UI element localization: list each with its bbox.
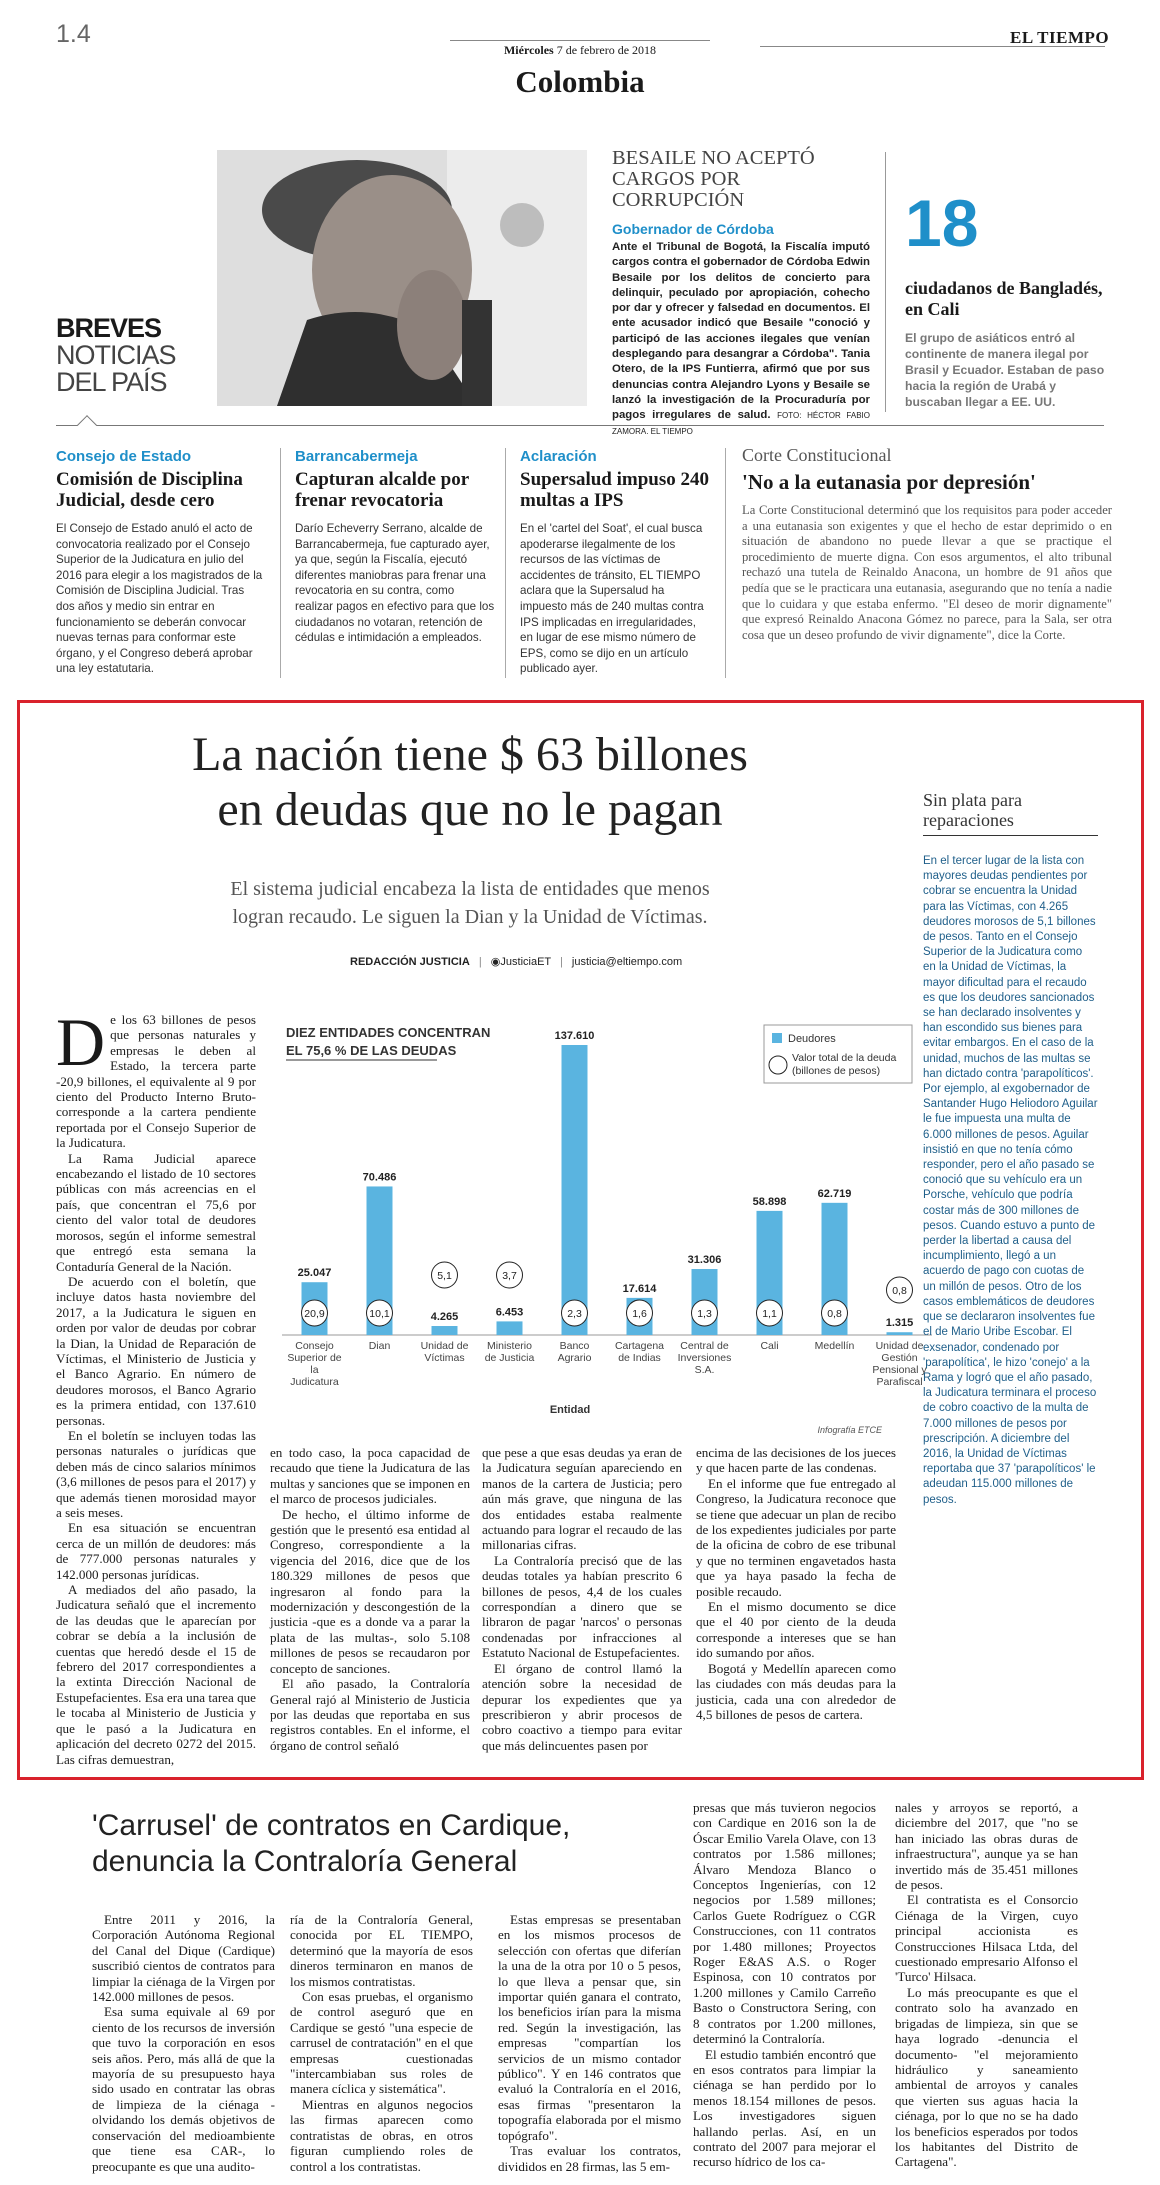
court-brief <box>742 445 1112 643</box>
portrait-illustration <box>217 150 587 406</box>
paragraph: Entre 2011 y 2016, la Corporación Autónoma Regional del Canal del Dique (Cardique) suscribió cientos de contratos para limpiar la ciénaga de la Virgen por 142.000 millones de pesos. <box>92 1912 275 2005</box>
paragraph: El año pasado, la Contraloría General rajó al Ministerio de Justicia por las deudas que reportaba en sus registros contables. En el informe, el órgano de control señaló <box>270 1676 470 1753</box>
byline-twitter[interactable]: JusticiaET <box>500 956 551 968</box>
category-label: Unidad de <box>875 1340 924 1352</box>
paragraph: presas que más tuvieron negocios con Cardique en 2016 son la de Óscar Emilio Varela Olave, con 13 contratos por 1.586 millones; Álvaro Mendoza Blanco o Conceptos Ingenierías, con 12 negocios por 1.589 millones; Carlos Guete Rodríguez o CGR Construcciones, con 11 contratos por 1.480 millones; Proyectos Roger E&AS A.S. o Roger Espinosa, con 10 contratos por 1.200 millones y Camilo Carreño Basto o Constructora Sering, con 8 contratos por 1.200 millones, determinó la Contraloría. <box>693 1800 876 2047</box>
column-rule <box>505 448 506 678</box>
legend-bar-swatch <box>772 1033 782 1043</box>
debt-circle-label: 10,1 <box>369 1308 390 1320</box>
paragraph: De hecho, el último informe de gestión que le presentó esa entidad al Congreso, correspondiente a la vigencia del 2016, dice que de los 180.329 millones de pesos que ingresaron al fondo para la modernización y descongestión de la justicia -que es a donde va a parar la plata de las multas-, solo 5.108 millones de pesos se recaudaron por concepto de sanciones. <box>270 1506 470 1676</box>
category-label: Consejo <box>295 1340 334 1352</box>
intro-text: e los 63 billones de pesos que personas naturales y empresas le deben al Estado, la tercera parte -20,9 billones, el equivalente al 9 por ciento del Producto Interno Bruto- corresponde a la cartera pendiente reportada por el Consejo Superior de la Judicatura. <box>56 1012 256 1151</box>
paragraph: encima de las decisiones de los jueces y que hacen parte de las condenas. <box>696 1445 896 1476</box>
category-label: Gestión <box>881 1352 918 1364</box>
sidebar <box>923 790 1098 1508</box>
paragraph: En esa situación se encuentran cerca de un millón de deudores: más de 777.000 personas naturales y 142.000 personas jurídicas. <box>56 1520 256 1582</box>
brief-body: En el 'cartel del Soat', el cual busca apoderarse ilegalmente de los recursos de las víctimas de accidentes de tránsito, EL TIEMPO aclara que la Supersalud ha impuesto más de 240 multas contra IPS implicadas en irregularidades, en lugar de ese mismo número de EPS, como se dijo en un artículo publicado ayer. <box>520 522 704 676</box>
category-label: de Indias <box>618 1352 661 1364</box>
bar-value-label: 17.614 <box>622 1282 657 1295</box>
paragraph: que pese a que esas deudas ya eran de la Judicatura seguían apareciendo en manos de la cartera de Justicia; pero aún más grave, que ninguna de las dos entidades estaba realmente actuando para lograr el recaudo de las millonarias cifras. <box>482 1445 682 1553</box>
bottom-headline-line1: 'Carrusel' de contratos en Cardique, <box>92 1809 571 1842</box>
category-label: Central de <box>680 1340 729 1352</box>
debt-circle-label: 0,8 <box>827 1308 842 1320</box>
category-label: Unidad de <box>420 1340 469 1352</box>
main-deck <box>110 875 830 931</box>
article-col-1 <box>56 1004 256 1767</box>
lead-photo <box>217 150 587 406</box>
paragraph: Mientras en algunos negocios las firmas aparecen como contratistas de obras, en otros figuran cumpliendo roles de control a los contratistas. <box>290 2096 473 2174</box>
brief-2 <box>295 448 495 646</box>
bottom-headline <box>92 1808 652 1880</box>
legend-circle-label-line2: (billones de pesos) <box>792 1065 881 1077</box>
legend-circle-label-line1: Valor total de la deuda <box>792 1052 897 1064</box>
paragraph: nales y arroyos se reportó, a diciembre del 2017, que "no se han iniciado las obras duras de infraestructura", aunque ya se han invertido más de 35.451 millones de pesos. <box>895 1800 1078 1893</box>
bar-value-label: 137.610 <box>554 1030 595 1042</box>
bar-value-label: 62.719 <box>817 1187 852 1200</box>
article-col-4 <box>696 1445 896 1722</box>
paragraph: Con esas pruebas, el organismo de control aseguró que en Cardique se gestó "una especie de carrusel de contratación" en el que empresas cuestionadas "intercambiaban sus roles de manera cíclica y sistemática". <box>290 1989 473 2097</box>
masthead: EL TIEMPO <box>1010 28 1110 47</box>
deck-line2: logran recaudo. Le siguen la Dian y la Unidad de Víctimas. <box>232 906 708 928</box>
stat-number: 18 <box>905 186 979 260</box>
main-headline <box>90 727 850 837</box>
category-label: Banco <box>559 1340 590 1352</box>
category-label: de Justicia <box>484 1352 535 1364</box>
breves-divider <box>56 425 1104 426</box>
brief-kicker: Barrancabermeja <box>295 448 418 465</box>
category-label: Agrario <box>557 1352 592 1364</box>
breves-title: BREVES <box>56 313 162 343</box>
main-headline-line1: La nación tiene $ 63 billones <box>192 728 748 781</box>
bottom-col-2 <box>290 1912 473 2174</box>
chart-title-line1: DIEZ ENTIDADES CONCENTRAN <box>286 1025 491 1040</box>
photo-credit: FOTO: HÉCTOR FABIO ZAMORA. EL TIEMPO <box>612 411 870 436</box>
brief-1 <box>56 448 266 677</box>
bar-value-label: 31.306 <box>687 1254 722 1267</box>
paragraph: De acuerdo con el boletín, que incluye datos hasta noviembre del 2017, a la Judicatura le siguen en orden por valor de deudas por cobrar la Dian, la Unidad de Reparación de Víctimas, el Ministerio de Justicia y el Banco Agrario. En número de deudores morosos, el Banco Agrario es la primera entidad, con 137.610 personas. <box>56 1273 256 1428</box>
paragraph: En el informe que fue entregado al Congreso, la Judicatura reconoce que se tiene que adecuar un plan de recibo de los expedientes judiciales por parte de la oficina de cobro de ese tribunal y que no terminen engavetados hasta que ya haya pasado la fecha de posible recaudo. <box>696 1475 896 1599</box>
debt-circle-label: 0,8 <box>892 1285 907 1297</box>
bar-value-label: 4.265 <box>430 1311 459 1324</box>
paragraph: En el boletín se incluyen todas las personas naturales o jurídicas que deben más de cinco salarios mínimos (3,6 millones de pesos para el 2017) y que además tienen morosidad mayor a seis meses. <box>56 1427 256 1520</box>
paragraph: Lo más preocupante es que el contrato solo ha avanzado en brigadas de limpieza, sin que se haya logrado -denuncia el documento- "el mejoramiento hidráulico y saneamiento ambiental de arroyos y canales que vierten sus aguas hacia la ciénaga, por lo que no se ha dado los beneficios esperados por todos los habitantes del Distrito de Cartagena". <box>895 1984 1078 2170</box>
drop-cap: D <box>56 1004 106 1080</box>
category-label: Cali <box>760 1340 779 1352</box>
category-label: la <box>310 1364 319 1376</box>
bottom-col-4 <box>693 1800 876 2170</box>
legend-circle-swatch <box>769 1056 787 1074</box>
main-headline-line2: en deudas que no le pagan <box>217 783 723 836</box>
bar-value-label: 70.486 <box>362 1171 397 1184</box>
column-rule <box>280 448 281 678</box>
brief-title: Comisión de Disciplina Judicial, desde cero <box>56 469 243 511</box>
lead-body-text: Ante el Tribunal de Bogotá, la Fiscalía imputó cargos contra el gobernador de Córdoba Edwin Besaile por los delitos de concierto para delinquir, peculado por apropiación, cohecho por dar y ofrecer y falsedad en documentos. El ente acusador indicó que Besaile "conoció y participó de las acciones ilegales que venían desplegando para desangrar a Córdoba". Tania Otero, de la IPS Funtierra, afirmó que por sus denuncias contra Alejandro Lyons y Besaile se lanzó la investigación de la Procuraduría por pagos irregulares de salud. <box>612 241 870 422</box>
debt-circle-label: 2,3 <box>567 1308 582 1320</box>
bar-value-label: 1.315 <box>885 1317 914 1330</box>
bar-value-label: 58.898 <box>752 1195 787 1208</box>
column-rule <box>725 448 726 678</box>
bottom-col-1 <box>92 1912 275 2174</box>
chart-area <box>270 1015 927 1440</box>
chart-title-line2: EL 75,6 % DE LAS DEUDAS <box>286 1043 457 1058</box>
debt-circle-label: 20,9 <box>304 1308 325 1320</box>
chart-bar <box>497 1321 523 1335</box>
lead-body <box>612 240 870 439</box>
breves-subtitle-2: DEL PAÍS <box>56 367 167 397</box>
x-axis-title: Entidad <box>549 1404 591 1416</box>
brief-kicker: Aclaración <box>520 448 597 465</box>
date-day: Miércoles <box>503 43 554 57</box>
category-label: Dian <box>368 1340 391 1352</box>
debt-circle-label: 1,3 <box>697 1308 712 1320</box>
date-line <box>450 40 710 58</box>
brief-body: Darío Echeverry Serrano, alcalde de Barrancabermeja, fue capturado ayer, ya que, según la Fiscalía, ejecutó diferentes maniobras para frenar una revocatoria en su contra, como realizar pagos en efectivo para que los ciudadanos no votaran, retención de cédulas e intimidación a empleados. <box>295 522 495 645</box>
debt-circle-label: 1,1 <box>762 1308 777 1320</box>
paragraph: La Rama Judicial aparece encabezando el listado de 10 sectores públicas con más acreencias en el país, que concentran el 75,6 por ciento del valor total de deudores morosos, según el informe semestral que entregó esta semana la Contaduría General de la Nación. <box>56 1150 256 1274</box>
brief-title: Supersalud impuso 240 multas a IPS <box>520 469 710 511</box>
court-body: La Corte Constitucional determinó que los requisitos para poder acceder a una eutanasia son exigentes y que el hecho de estar deprimido o en situación de abandono no puede llevar a que se practique el procedimiento de muerte digna. Con esos argumentos, el alto tribunal rechazó una tutela de Reinaldo Anacona, un hombre de 91 años que pedía que se le practicara una eutanasia, asegurando que no tenía a nadie que lo cuidara y que estaba enfermo. "El deseo de morir dignamente" que expresó Reinaldo Anacona Gómez no parece, para la Sala, ser otra cosa que un deseo profundo de vivir dignamente", dice la Corte. <box>742 503 1112 642</box>
category-label: Víctimas <box>424 1352 465 1364</box>
page-number: 1.4 <box>56 20 91 48</box>
category-label: Cartagena <box>614 1340 665 1352</box>
header-rule <box>760 46 1105 47</box>
legend-bar-label: Deudores <box>788 1033 836 1045</box>
vertical-rule <box>885 152 886 412</box>
category-label: S.A. <box>694 1364 715 1376</box>
paragraph: Estas empresas se presentaban en los mismos procesos de selección con ofertas que diferían la una de la otra por 10 o 5 pesos, lo que lleva a pensar que, sin importar quién ganara el contrato, los beneficios irían para la misma red. Según la investigación, las empresas "compartían los servicios de un mismo contador público". Y en 146 contratos que evaluó la Contraloría en el 2016, esas firmas "presentaron la topografía elaborada por el mismo topógrafo". <box>498 1912 681 2143</box>
paragraph: El órgano de control llamó la atención sobre la necesidad de depurar los expedientes que ya prescribieron y abrir procesos de cobro coactivo a tiempo para evitar que más delincuentes pasen por <box>482 1660 682 1753</box>
debt-chart <box>270 1015 927 1440</box>
paragraph: A mediados del año pasado, la Judicatura señaló que el incremento de las deudas que le aparecían por cobrar se debía a la inclusión de cuentas que heredó desde el 15 de febrero del 2017 correspondientes a la extinta Dirección Nacional de Estupefacientes. Esa era una tarea que le tocaba al Ministerio de Justicia y que le pasó a la Judicatura en aplicación del decreto 0272 del 2015. Las cifras demuestran, <box>56 1582 256 1767</box>
stat-title: ciudadanos de Bangladés, en Cali <box>905 278 1103 319</box>
breves-label <box>56 315 176 396</box>
sidebar-body: En el tercer lugar de la lista con mayores deudas pendientes por cobrar se encuentra la Unidad para las Víctimas, con 4.265 deudores morosos de 5,1 billones de pesos. Tanto en el Consejo Superior de la Judicatura como en la Unidad de Víctimas, la mayor dificultad para el recaudo es que los deudores sancionados se han declarado insolventes y han escondido sus bienes para evitar embargos. En el caso de la unidad, muchos de las multas se han dictado contra 'parapolíticos'. Por ejemplo, al exgobernador de Santander Hugo Heliodoro Aguilar le fue impuesta una multa de 6.000 millones de pesos. Aguilar insistió en que no tenía cómo responder, pero el año pasado se conoció que su vehículo era un Porsche, vehículo que podría costar más de 300 millones de pesos. Cuando estuvo a punto de perder la libertad a causa del incumplimiento, llegó a un acuerdo de pago con cuotas de un millón de pesos. Otro de los casos emblemáticos de deudores que se declararon insolventes fue el de Mario Uribe Escobar. El exsenador, condenado por 'parapolítica', le hizo 'conejo' a la Rama y logró que el año pasado, la Judicatura terminara el proceso de cobro coactivo de la multa de 7.000 millones de pesos por prescripción. A diciembre del 2016, la Unidad de Víctimas reportaba que 37 'parapolíticos' le adeudan 115.000 millones de pesos. <box>923 855 1098 1506</box>
breves-subtitle-1: NOTICIAS <box>56 340 176 370</box>
paragraph: En el mismo documento se dice que el 40 por ciento de la deuda corresponde a intereses que se han ido sumando por años. <box>696 1599 896 1661</box>
paragraph: ría de la Contraloría General, conocida por EL TIEMPO, determinó que la mayoría de esos dineros terminaron en manos de los mismos contratistas. <box>290 1912 473 1989</box>
category-label: Pensional y <box>872 1364 927 1376</box>
article-col-2 <box>270 1445 470 1753</box>
chart-bar <box>887 1332 913 1335</box>
deck-line1: El sistema judicial encabeza la lista de entidades que menos <box>230 878 710 900</box>
paragraph: Bogotá y Medellín aparecen como las ciudades con más deudas para la justicia, cada una con alrededor de 4,5 billones de pesos de cartera. <box>696 1660 896 1722</box>
paragraph: Tras evaluar los contratos, divididos en 28 firmas, las 5 em- <box>498 2143 681 2174</box>
byline-author: REDACCIÓN JUSTICIA <box>350 956 470 968</box>
article-col-3 <box>482 1445 682 1753</box>
brief-kicker: Consejo de Estado <box>56 448 192 465</box>
lead-headline: BESAILE NO ACEPTÓ CARGOS POR CORRUPCIÓN <box>612 147 815 211</box>
byline: REDACCIÓN JUSTICIA | ◉JusticiaET | justicia@eltiempo.com <box>350 956 683 968</box>
category-label: Inversiones <box>677 1352 732 1364</box>
bar-value-label: 6.453 <box>495 1306 524 1319</box>
debt-circle-label: 3,7 <box>502 1270 517 1282</box>
debt-circle-label: 5,1 <box>437 1270 452 1282</box>
category-label: Medellín <box>814 1340 855 1352</box>
sidebar-title: Sin plata para reparaciones <box>923 790 1098 836</box>
paragraph: El estudio también encontró que en esos contratos para limpiar la ciénaga se han perdido por lo menos 18.154 millones de pesos. Los investigadores siguen hallando perlas. Así, en un contrato del 2007 para mejorar el recurso hídrico de los ca- <box>693 2046 876 2170</box>
bottom-col-5 <box>895 1800 1078 2170</box>
bottom-headline-line2: denuncia la Contraloría General <box>92 1845 518 1878</box>
debt-circle-label: 1,6 <box>632 1308 647 1320</box>
paragraph: Esa suma equivale al 69 por ciento de los recursos de inversión que tuvo la corporación en esos seis años. Pero, más allá de que la mayoría de su presupuesto haya sido usado en contratar las obras de limpieza de la ciénaga -olvidando los demás objetivos de conservación del medioambiente que tiene esa CAR-, lo preocupante es que una audito- <box>92 2004 275 2174</box>
stat-body: El grupo de asiáticos entró al continente de manera ilegal por Brasil y Ecuador. Estaban de paso hacia la región de Urabá y buscaban llegar a EE. UU. <box>905 331 1105 409</box>
paragraph: El contratista es el Consorcio Ciénaga de la Virgen, cuyo principal accionista es Construcciones Hilsaca Ltda, del cuestionado empresario Alfonso el 'Turco' Hilsaca. <box>895 1892 1078 1985</box>
category-label: Superior de <box>287 1352 342 1364</box>
divider-notch <box>77 415 97 435</box>
category-label: Ministerio <box>487 1340 532 1352</box>
brief-title: Capturan alcalde por frenar revocatoria <box>295 469 469 511</box>
section-title: Colombia <box>515 64 645 99</box>
brief-body: El Consejo de Estado anuló el acto de convocatoria realizado por el Consejo Superior de la Judicatura en julio del 2016 para elegir a los magistrados de la Comisión de Disciplina Judicial. Tras dos años y medio sin entrar en funcionamiento se deberán convocar nuevas ternas para conformar este órgano, y el Congreso deberá aprobar una ley estatutaria. <box>56 522 263 676</box>
bar-value-label: 25.047 <box>297 1267 332 1280</box>
brief-3 <box>520 448 710 677</box>
paragraph: La Contraloría precisó que de las deudas totales ya habían prescrito 6 billones de pesos, 4,4 de los cuales correspondían a dinero que se libraron de pagar 'narcos' o personas condenadas por infracciones al Estatuto Nacional de Estupefacientes. <box>482 1552 682 1661</box>
paragraph: en todo caso, la poca capacidad de recaudo que tiene la Judicatura de las multas y sanciones que se imponen en el marco de procesos judiciales. <box>270 1445 470 1507</box>
category-label: Judicatura <box>290 1376 339 1388</box>
twitter-icon: ◉ <box>490 956 501 968</box>
court-kicker: Corte Constitucional <box>742 445 892 465</box>
byline-email[interactable]: justicia@eltiempo.com <box>571 956 683 968</box>
date-rest: 7 de febrero de 2018 <box>553 43 657 57</box>
chart-bar <box>432 1326 458 1335</box>
court-title: 'No a la eutanasia por depresión' <box>742 470 1036 494</box>
chart-bar <box>562 1045 588 1335</box>
chart-source: Infografía ETCE <box>817 1425 882 1435</box>
category-label: Parafiscal <box>876 1376 923 1388</box>
bottom-col-3 <box>498 1912 681 2174</box>
lead-kicker: Gobernador de Córdoba <box>612 221 774 237</box>
